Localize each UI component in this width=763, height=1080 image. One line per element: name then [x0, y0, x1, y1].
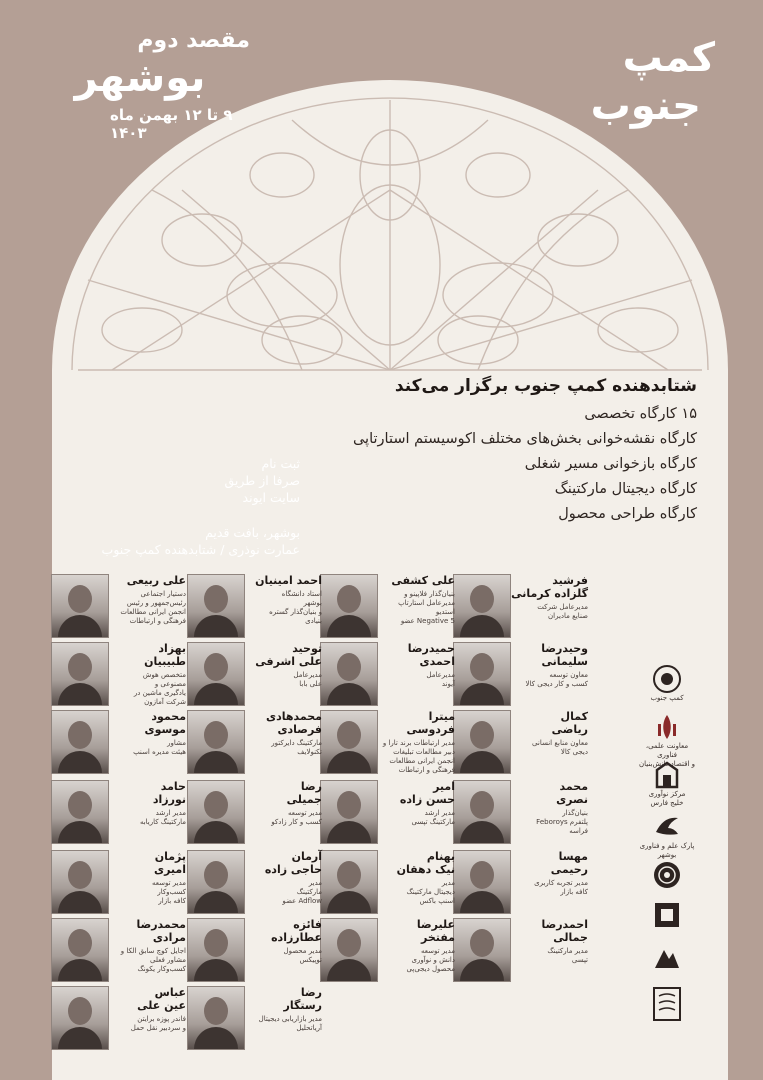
intro-line: کارگاه بازخوانی مسیر شغلی [524, 456, 697, 472]
speaker-photo [320, 918, 378, 982]
speaker-card [320, 574, 455, 640]
logo-caption: کمپ جنوب [650, 694, 684, 702]
speaker-role: مدیر مارکتینگ Adflow عضو [282, 879, 322, 905]
speaker-role: مدیرعامل علی بابا [293, 671, 322, 688]
logo-caption: پارک علم و فناوری بوشهر [639, 842, 695, 859]
speaker-photo [187, 850, 245, 914]
speaker-name: بهزاد طبیبیان [144, 642, 186, 668]
speaker-role: مدیر دیجیتال مارکتینگ اسنپ باکس [406, 879, 455, 905]
sponsor-logo [636, 900, 698, 930]
speaker-name: علی ربیعی [126, 574, 186, 587]
speaker-card [453, 642, 588, 708]
speaker-role: مشاور هیئت مدیره اسنپ [133, 739, 186, 756]
speaker-role: مدیر ارشد مارکتینگ کاریابه [139, 809, 186, 826]
speaker-card [453, 710, 588, 776]
speaker-role: مدیر بازاریابی دیجیتال آریاتحلیل [258, 1015, 322, 1032]
speaker-photo [51, 986, 109, 1050]
speaker-photo [453, 918, 511, 982]
speaker-role: مدیرعامل شرکت صنایع مادیران [537, 603, 588, 620]
speaker-name: عباس عین علی [137, 986, 186, 1012]
sponsor-logo [636, 986, 698, 1022]
speaker-name: توحید علی اشرفی [255, 642, 322, 668]
speaker-photo [51, 710, 109, 774]
speaker-card [187, 710, 322, 776]
sponsor-logos [636, 664, 698, 1074]
speaker-role: مدیرعامل آیوند [426, 671, 455, 688]
speaker-photo [453, 574, 511, 638]
speaker-photo [453, 780, 511, 844]
calligraphy-logo-icon [652, 986, 682, 1022]
sponsor-logo [636, 942, 698, 972]
speakers-grid [45, 574, 605, 1074]
speaker-card [187, 642, 322, 708]
city-name: بوشهر [74, 55, 206, 101]
speaker-name: فائزه عطارزاده [271, 918, 322, 944]
speaker-photo [320, 850, 378, 914]
speaker-name: رضا جمیلی [286, 780, 322, 806]
speaker-role: مدیر ارشد مارکتینگ تپسی [411, 809, 455, 826]
intro-line: کارگاه نقشه‌خوانی بخش‌های مختلف اکوسیستم استارتاپی [352, 431, 697, 447]
location-line-1: بوشهر، بافت قدیم [205, 525, 300, 540]
speaker-name: حامد نورزاد [152, 780, 186, 806]
speaker-role: مارکتینگ دایرکتور تکنولایف [271, 739, 322, 756]
speaker-role: مدیر تجربه کاربری کافه بازار [534, 879, 588, 896]
speaker-card [51, 850, 186, 916]
speaker-photo [51, 642, 109, 706]
speaker-role: استاد دانشگاه بوشهر و بنیان‌گذار گستره بنیادی [269, 590, 322, 625]
location-line-2: عمارت نوذری / شتابدهنده کمپ جنوب [101, 542, 300, 557]
event-dates: ۹ تا ۱۲ بهمن ماه ۱۴۰۳ [110, 106, 233, 142]
brand-line-2: جنوب [590, 83, 701, 129]
speaker-photo [187, 918, 245, 982]
speaker-name: رضا رستگار [283, 986, 322, 1012]
speaker-name: میترا فردوسی [406, 710, 455, 736]
speaker-photo [187, 780, 245, 844]
speaker-card [320, 850, 455, 916]
speaker-name: وحیدرضا سلیمانی [541, 642, 588, 668]
speaker-card [453, 918, 588, 984]
speaker-photo [453, 850, 511, 914]
camp-brand-title [535, 34, 715, 130]
speaker-photo [453, 642, 511, 706]
speaker-photo [320, 710, 378, 774]
speaker-photo [51, 780, 109, 844]
speaker-card [51, 918, 186, 984]
speaker-role: مدیر توسعه کسب‌وکار کافه بازار [151, 879, 186, 905]
square-logo-icon [652, 900, 682, 930]
registration-label: ثبت نام [261, 456, 300, 471]
speaker-name: آرمان حاجی زاده [264, 850, 322, 876]
speaker-name: علیرضا مفتخر [416, 918, 455, 944]
speaker-role: متخصص هوش مصنوعی و یادگیری ماشین در شرکت آمازون [133, 671, 186, 706]
speaker-card [51, 574, 186, 640]
speaker-name: بهنام نیک دهقان [396, 850, 455, 876]
intro-line: کارگاه دیجیتال مارکتینگ [554, 481, 697, 497]
speaker-card [320, 918, 455, 984]
workshops-intro [277, 376, 697, 527]
sponsor-logo [636, 760, 698, 808]
speaker-photo [187, 710, 245, 774]
speaker-role: معاون منابع انسانی دیجی کالا [532, 739, 588, 756]
speaker-name: احمدرضا جمالی [541, 918, 588, 944]
speaker-name: فرشید گلزاده کرمانی [511, 574, 588, 600]
government-emblem-icon [652, 712, 682, 742]
speaker-role: بنیان‌گذار پلتفرم Feboroys فراسه [536, 809, 588, 835]
speaker-role: مدیر مارکتینگ تپسی [547, 947, 588, 964]
speaker-name: احمد امینیان [255, 574, 322, 587]
speaker-photo [51, 918, 109, 982]
speaker-role: دستیار اجتماعی رئیس‌جمهور و رئیس انجمن ایرانی مطالعات فرهنگی و ارتباطات [120, 590, 186, 625]
intro-heading: شتابدهنده کمپ جنوب برگزار می‌کند [394, 376, 697, 396]
speaker-photo [51, 850, 109, 914]
speaker-role: مدیر ارتباطات برند تارا و دبیر مطالعات تبلیغات انجمن ایرانی مطالعات فرهنگی و ارتباطات [382, 739, 455, 774]
event-title [30, 28, 250, 142]
speaker-card [51, 642, 186, 708]
logo-caption: مرکز نوآوری خلیج فارس [648, 790, 686, 807]
speaker-card [187, 850, 322, 916]
speaker-role: اجایل کوچ سابق الکا و مشاور فعلی کسب‌وکار یکونگ [120, 947, 186, 973]
speaker-name: محمدهادی فرصادی [266, 710, 322, 736]
speaker-photo [51, 574, 109, 638]
bird-logo-icon [652, 812, 682, 842]
speaker-photo [320, 642, 378, 706]
logo-caption: معاونت علمی، فناوری و اقتصاد دانش‌بنیان [639, 742, 695, 768]
speaker-card [187, 986, 322, 1052]
speaker-card [453, 850, 588, 916]
mountain-logo-icon [652, 942, 682, 972]
speaker-photo [187, 986, 245, 1050]
speaker-card [51, 710, 186, 776]
speaker-photo [187, 642, 245, 706]
camp-jonoub-logo-icon [652, 664, 682, 694]
registration-info [40, 455, 300, 558]
seal-logo-icon [652, 860, 682, 890]
speaker-role: معاون توسعه کسب و کار دیجی کالا [525, 671, 588, 688]
speaker-name: امیر حسن زاده [399, 780, 455, 806]
registration-line-2: سایت ایوند [242, 490, 300, 505]
speaker-name: علی کشفی [391, 574, 455, 587]
sponsor-logo [636, 860, 698, 890]
speaker-card [187, 918, 322, 984]
brand-line-1: کمپ [622, 35, 715, 81]
speaker-photo [320, 574, 378, 638]
speaker-role: مدیر توسعه دانش و نوآوری محصول دیجی‌پی [406, 947, 455, 973]
sponsor-logo [636, 664, 698, 703]
speaker-role: بنیان‌گذار فلاپینو و مدیرعامل استارتاپ استدیو Negative 5 عضو [398, 590, 455, 625]
speaker-photo [453, 710, 511, 774]
speaker-name: محمود موسوی [144, 710, 186, 736]
speaker-role: مدیر توسعه کسب و کار زادکو [271, 809, 322, 826]
destination-label: مقصد دوم [137, 28, 250, 53]
speaker-name: محمدرضا مرادی [136, 918, 186, 944]
speaker-name: مهسا رحیمی [550, 850, 588, 876]
speaker-card [51, 780, 186, 846]
speaker-card [187, 780, 322, 846]
speaker-photo [320, 780, 378, 844]
sponsor-logo [636, 812, 698, 860]
speaker-name: پژمان امیری [154, 850, 186, 876]
speaker-card [320, 642, 455, 708]
speaker-card [453, 780, 588, 846]
speaker-role: مدیر محصول توپیکس [283, 947, 322, 964]
speaker-name: حمیدرضا احمدی [407, 642, 455, 668]
intro-line: ۱۵ کارگاه تخصصی [584, 406, 697, 422]
registration-line-1: صرفا از طریق [224, 473, 300, 488]
speaker-role: فاندر پوزه برایتن و سردبیر نقل حمل [130, 1015, 186, 1032]
speaker-card [453, 574, 588, 640]
innovation-center-icon [652, 760, 682, 790]
speaker-card [320, 780, 455, 846]
speaker-photo [187, 574, 245, 638]
speaker-card [187, 574, 322, 640]
speaker-card [51, 986, 186, 1052]
intro-line: کارگاه طراحی محصول [558, 506, 697, 522]
speaker-name: کمال ریاضی [551, 710, 588, 736]
speaker-name: محمد نصری [556, 780, 588, 806]
speaker-card [320, 710, 455, 776]
